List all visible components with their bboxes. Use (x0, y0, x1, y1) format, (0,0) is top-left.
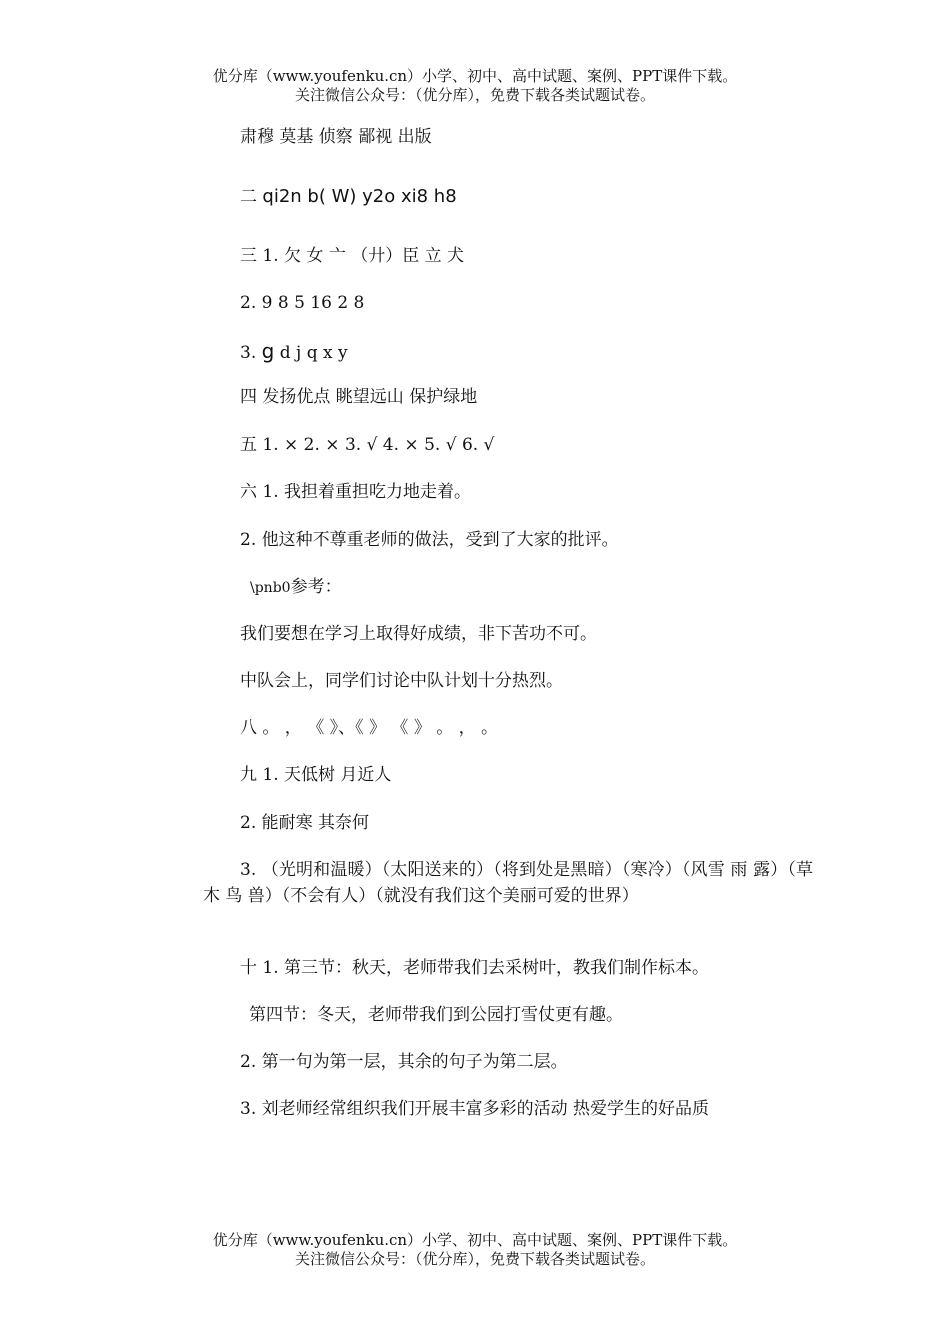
section-6-item-1: 六 1. 我担着重担吃力地走着。 (240, 482, 472, 502)
section-9-item-3: 3. （光明和温暖）（太阳送来的）（将到处是黑暗）（寒冷）（风雪 雨 露）（草 木 鸟 兽）（不会有人）（就没有我们这个美丽可爱的世界） (203, 860, 813, 906)
section-7-sentence-1: 我们要想在学习上取得好成绩，非下苦功不可。 (240, 624, 597, 644)
section-10-item-1: 十 1. 第三节：秋天，老师带我们去采树叶，教我们制作标本。 (240, 958, 710, 978)
section-6-item-2: 2. 他这种不尊重老师的做法，受到了大家的批评。 (240, 530, 619, 550)
section-7-heading (250, 576, 342, 599)
page-header (0, 67, 950, 105)
section-9-item-1: 九 1. 天低树 月近人 (240, 765, 392, 785)
section-5-line: 五 1. × 2. × 3. √ 4. × 5. √ 6. √ (240, 435, 495, 455)
section-3-item-1: 三 1. 欠 女 亠 （廾）臣 立 犬 (240, 246, 465, 266)
section-2-line (240, 186, 457, 208)
section-7-sentence-2: 中队会上，同学们讨论中队计划十分热烈。 (240, 671, 563, 691)
section-8-line: 八 。 ， 《 》、《 》 《 》 。 ， 。 (240, 718, 499, 738)
page-footer (0, 1231, 950, 1269)
section-10-item-2: 2. 第一句为第一层，其余的句子为第二层。 (240, 1052, 568, 1072)
section-10-item-1b: 第四节：冬天，老师带我们到公园打雪仗更有趣。 (249, 1005, 623, 1025)
section-3-item-2: 2. 9 8 5 16 2 8 (240, 293, 365, 313)
section-7-label: 参考： (290, 577, 342, 597)
section-2-label: 二 (240, 187, 257, 207)
section-9-item-2: 2. 能耐寒 其奈何 (240, 813, 370, 833)
section-4-line: 四 发扬优点 眺望远山 保护绿地 (240, 387, 478, 407)
header-line-1: 优分库（www.youfenku.cn）小学、初中、高中试题、案例、PPT课件下载。 (212, 67, 738, 85)
section-3-item-3-letters: d j q x y (279, 343, 348, 363)
footer-line-2: 关注微信公众号：（优分库），免费下载各类试题试卷。 (294, 1250, 655, 1268)
footer-line-1: 优分库（www.youfenku.cn）小学、初中、高中试题、案例、PPT课件下载。 (212, 1231, 738, 1249)
section-3-item-3-number: 3. (240, 343, 257, 363)
words-line: 肃穆 莫基 侦察 鄙视 出版 (240, 127, 432, 147)
section-7-code: \pnb0 (250, 580, 291, 596)
section-3-item-3 (240, 340, 348, 364)
section-10-item-3: 3. 刘老师经常组织我们开展丰富多彩的活动 热爱学生的好品质 (240, 1099, 710, 1119)
section-2-pinyin: qi2n b( W) y2o xi8 h8 (262, 186, 457, 207)
section-3-item-3-g: g (261, 339, 275, 363)
header-line-2: 关注微信公众号：（优分库），免费下载各类试题试卷。 (294, 86, 655, 104)
